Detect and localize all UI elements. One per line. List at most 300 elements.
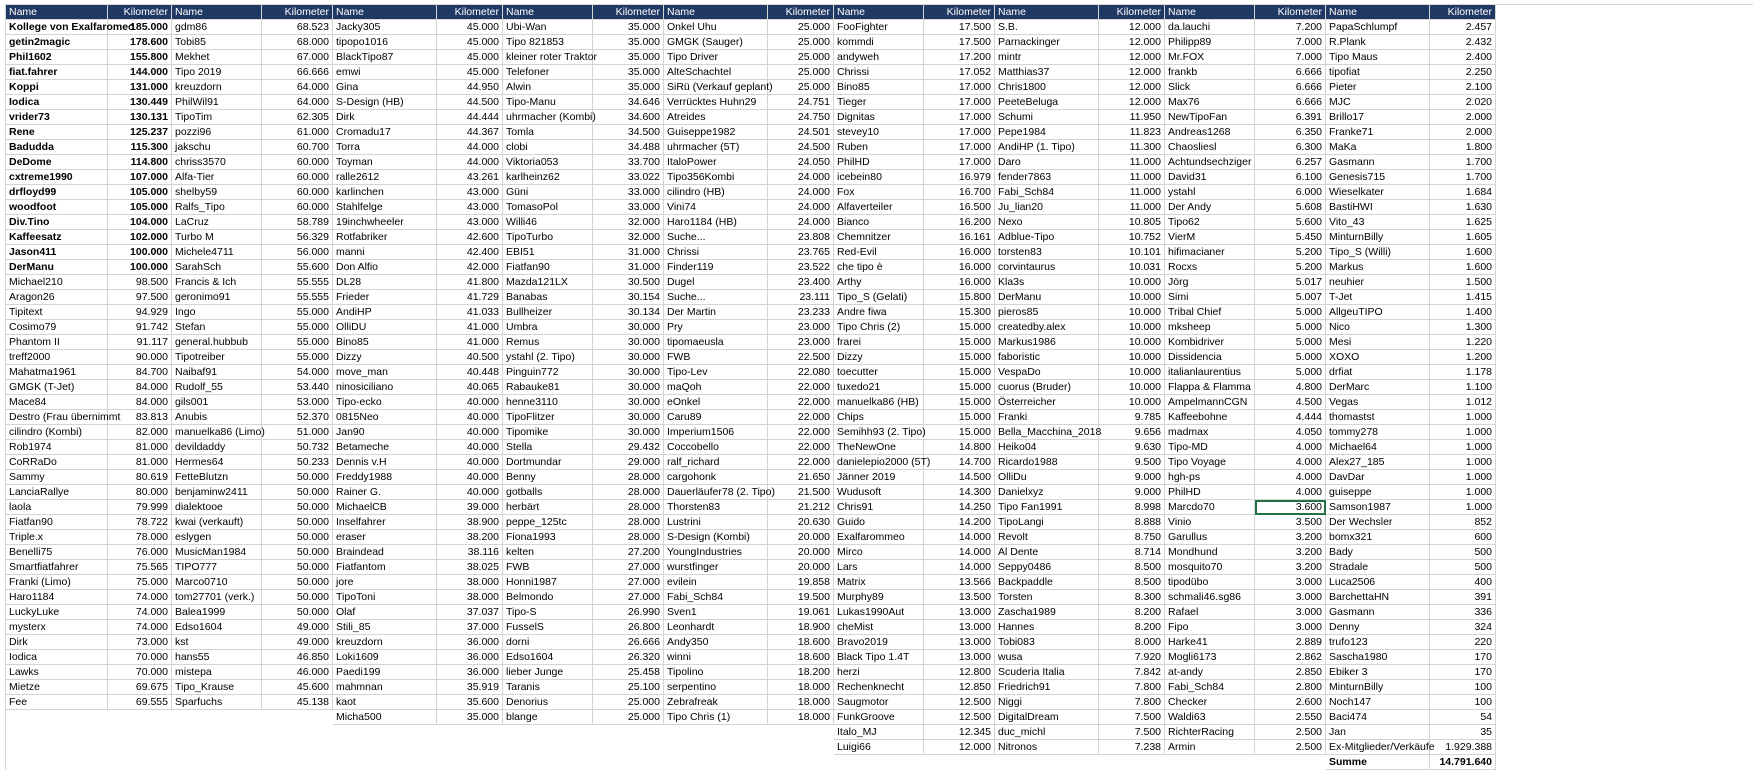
member-name-cell[interactable]: Zebrafreak	[664, 695, 768, 710]
member-name-cell[interactable]: Seppy0486	[995, 560, 1099, 575]
member-name-cell[interactable]: MinturnBilly	[1326, 680, 1430, 695]
kilometer-cell[interactable]: 16.700	[924, 185, 995, 200]
kilometer-cell[interactable]: 2.432	[1430, 35, 1496, 50]
member-name-cell[interactable]: Pieter	[1326, 80, 1430, 95]
kilometer-cell[interactable]: 1.415	[1430, 290, 1496, 305]
member-name-cell[interactable]: Jacky305	[333, 20, 437, 35]
kilometer-cell[interactable]: 74.000	[108, 590, 172, 605]
kilometer-cell[interactable]: 13.000	[924, 605, 995, 620]
kilometer-cell[interactable]: 5.200	[1255, 260, 1326, 275]
kilometer-cell[interactable]: 400	[1430, 575, 1496, 590]
member-name-cell[interactable]: Anubis	[172, 410, 262, 425]
kilometer-cell[interactable]: 35	[1430, 725, 1496, 740]
kilometer-cell[interactable]: 19.500	[768, 590, 834, 605]
member-name-cell[interactable]: Der Martin	[664, 305, 768, 320]
member-name-cell[interactable]: Matthias37	[995, 65, 1099, 80]
member-name-cell[interactable]: Rudolf_55	[172, 380, 262, 395]
member-name-cell[interactable]: schmali46.sg86	[1165, 590, 1255, 605]
kilometer-cell[interactable]: 5.000	[1255, 320, 1326, 335]
member-name-cell[interactable]: Benelli75	[6, 545, 108, 560]
member-name-cell[interactable]: Thorsten83	[664, 500, 768, 515]
member-name-cell[interactable]: createdby.alex	[995, 320, 1099, 335]
member-name-cell[interactable]: andyweh	[834, 50, 924, 65]
kilometer-cell[interactable]: 18.600	[768, 635, 834, 650]
member-name-cell[interactable]: Chemnitzer	[834, 230, 924, 245]
kilometer-cell[interactable]: 74.000	[108, 605, 172, 620]
member-name-cell[interactable]: tipodübo	[1165, 575, 1255, 590]
member-name-cell[interactable]: Alwin	[503, 80, 593, 95]
member-name-cell[interactable]: Chrissi	[664, 245, 768, 260]
header-kilometer[interactable]: Kilometer	[262, 5, 333, 20]
kilometer-cell[interactable]: 60.000	[262, 200, 333, 215]
kilometer-cell[interactable]: 1.800	[1430, 140, 1496, 155]
member-name-cell[interactable]: Markus1986	[995, 335, 1099, 350]
kilometer-cell[interactable]: 30.000	[593, 395, 664, 410]
kilometer-cell[interactable]: 27.000	[593, 575, 664, 590]
kilometer-cell[interactable]: 9.785	[1099, 410, 1165, 425]
member-name-cell[interactable]: Tipo Chris (2)	[834, 320, 924, 335]
member-name-cell[interactable]: Mietze	[6, 680, 108, 695]
member-name-cell[interactable]: DigitalDream	[995, 710, 1099, 725]
member-name-cell[interactable]: PhilHD	[1165, 485, 1255, 500]
kilometer-cell[interactable]: 55.600	[262, 260, 333, 275]
kilometer-cell[interactable]: 10.000	[1099, 275, 1165, 290]
member-name-cell[interactable]: general.hubbub	[172, 335, 262, 350]
member-name-cell[interactable]: Saugmotor	[834, 695, 924, 710]
kilometer-cell[interactable]: 16.500	[924, 200, 995, 215]
kilometer-cell[interactable]: 2.000	[1430, 110, 1496, 125]
member-name-cell[interactable]: Tribal Chief	[1165, 305, 1255, 320]
member-name-cell[interactable]: chriss3570	[172, 155, 262, 170]
kilometer-cell[interactable]: 18.200	[768, 665, 834, 680]
kilometer-cell[interactable]: 83.813	[108, 410, 172, 425]
member-name-cell[interactable]: pieros85	[995, 305, 1099, 320]
kilometer-cell[interactable]: 852	[1430, 515, 1496, 530]
member-name-cell[interactable]: Tipo Fan1991	[995, 500, 1099, 515]
member-name-cell[interactable]: winni	[664, 650, 768, 665]
member-name-cell[interactable]: Jason411	[6, 245, 108, 260]
kilometer-cell[interactable]: 80.619	[108, 470, 172, 485]
kilometer-cell[interactable]: 55.555	[262, 275, 333, 290]
kilometer-cell[interactable]: 84.000	[108, 395, 172, 410]
member-name-cell[interactable]: Phantom II	[6, 335, 108, 350]
kilometer-cell[interactable]: 10.000	[1099, 365, 1165, 380]
kilometer-cell[interactable]: 5.000	[1255, 305, 1326, 320]
kilometer-cell[interactable]: 28.000	[593, 470, 664, 485]
kilometer-cell[interactable]: 26.320	[593, 650, 664, 665]
member-name-cell[interactable]: mahmnan	[333, 680, 437, 695]
member-name-cell[interactable]: PhilHD	[834, 155, 924, 170]
kilometer-cell[interactable]: 18.900	[768, 620, 834, 635]
member-name-cell[interactable]: Vegas	[1326, 395, 1430, 410]
kilometer-cell[interactable]: 10.000	[1099, 305, 1165, 320]
member-name-cell[interactable]: Rabauke81	[503, 380, 593, 395]
kilometer-cell[interactable]: 17.000	[924, 95, 995, 110]
kilometer-cell[interactable]: 6.666	[1255, 95, 1326, 110]
kilometer-cell[interactable]: 7.800	[1099, 680, 1165, 695]
kilometer-cell[interactable]: 23.808	[768, 230, 834, 245]
member-name-cell[interactable]: hifimacianer	[1165, 245, 1255, 260]
member-name-cell[interactable]: Banabas	[503, 290, 593, 305]
kilometer-cell[interactable]: 1.684	[1430, 185, 1496, 200]
kilometer-cell[interactable]: 17.200	[924, 50, 995, 65]
member-name-cell[interactable]: Triple.x	[6, 530, 108, 545]
member-name-cell[interactable]: che tipo è	[834, 260, 924, 275]
member-name-cell[interactable]: BlackTipo87	[333, 50, 437, 65]
member-name-cell[interactable]: TipoToni	[333, 590, 437, 605]
kilometer-cell[interactable]: 40.000	[437, 410, 503, 425]
member-name-cell[interactable]: Tipo_Krause	[172, 680, 262, 695]
kilometer-cell[interactable]: 16.000	[924, 245, 995, 260]
member-name-cell[interactable]: henne3110	[503, 395, 593, 410]
member-name-cell[interactable]: Schumi	[995, 110, 1099, 125]
member-name-cell[interactable]: Iodica	[6, 650, 108, 665]
kilometer-cell[interactable]: 1.012	[1430, 395, 1496, 410]
member-name-cell[interactable]: Michael210	[6, 275, 108, 290]
member-name-cell[interactable]: Tipo Maus	[1326, 50, 1430, 65]
member-name-cell[interactable]: Friedrich91	[995, 680, 1099, 695]
kilometer-cell[interactable]: 40.000	[437, 485, 503, 500]
kilometer-cell[interactable]: 11.000	[1099, 200, 1165, 215]
kilometer-cell[interactable]: 6.100	[1255, 170, 1326, 185]
member-name-cell[interactable]: Slick	[1165, 80, 1255, 95]
member-name-cell[interactable]: Österreicher	[995, 395, 1099, 410]
kilometer-cell[interactable]: 23.000	[768, 320, 834, 335]
kilometer-cell[interactable]: 25.458	[593, 665, 664, 680]
member-name-cell[interactable]: FunkGroove	[834, 710, 924, 725]
kilometer-cell[interactable]: 68.523	[262, 20, 333, 35]
kilometer-cell[interactable]: 61.000	[262, 125, 333, 140]
member-name-cell[interactable]: Wieselkater	[1326, 185, 1430, 200]
kilometer-cell[interactable]: 69.675	[108, 680, 172, 695]
kilometer-cell[interactable]: 185.000	[108, 20, 172, 35]
member-name-cell[interactable]: Gasmann	[1326, 605, 1430, 620]
kilometer-cell[interactable]: 20.630	[768, 515, 834, 530]
member-name-cell[interactable]: kleiner roter Traktor	[503, 50, 593, 65]
kilometer-cell[interactable]: 44.000	[437, 140, 503, 155]
kilometer-cell[interactable]: 17.000	[924, 140, 995, 155]
member-name-cell[interactable]: Daro	[995, 155, 1099, 170]
member-name-cell[interactable]: faboristic	[995, 350, 1099, 365]
kilometer-cell[interactable]: 28.000	[593, 485, 664, 500]
member-name-cell[interactable]: Heiko04	[995, 440, 1099, 455]
kilometer-cell[interactable]: 17.500	[924, 35, 995, 50]
kilometer-cell[interactable]: 220	[1430, 635, 1496, 650]
member-name-cell[interactable]: Ju_lian20	[995, 200, 1099, 215]
kilometer-cell[interactable]: 54.000	[262, 365, 333, 380]
kilometer-cell[interactable]: 17.000	[924, 80, 995, 95]
member-name-cell[interactable]: Chris91	[834, 500, 924, 515]
kilometer-cell[interactable]: 131.000	[108, 80, 172, 95]
member-name-cell[interactable]: Benny	[503, 470, 593, 485]
kilometer-cell[interactable]: 100.000	[108, 260, 172, 275]
member-name-cell[interactable]: Betameche	[333, 440, 437, 455]
member-name-cell[interactable]: vrider73	[6, 110, 108, 125]
member-name-cell[interactable]: mosquito70	[1165, 560, 1255, 575]
kilometer-cell[interactable]: 8.500	[1099, 575, 1165, 590]
kilometer-cell[interactable]: 12.345	[924, 725, 995, 740]
kilometer-cell[interactable]: 53.000	[262, 395, 333, 410]
member-name-cell[interactable]: TipoFlitzer	[503, 410, 593, 425]
kilometer-cell[interactable]: 2.000	[1430, 125, 1496, 140]
member-name-cell[interactable]: bomx321	[1326, 530, 1430, 545]
kilometer-cell[interactable]: 1.700	[1430, 170, 1496, 185]
member-name-cell[interactable]: Franki (Limo)	[6, 575, 108, 590]
member-name-cell[interactable]: BarchettaHN	[1326, 590, 1430, 605]
kilometer-cell[interactable]: 105.000	[108, 185, 172, 200]
kilometer-cell[interactable]: 5.000	[1255, 335, 1326, 350]
kilometer-cell[interactable]: 10.000	[1099, 380, 1165, 395]
kilometer-cell[interactable]: 125.237	[108, 125, 172, 140]
kilometer-cell[interactable]: 14.200	[924, 515, 995, 530]
kilometer-cell[interactable]: 336	[1430, 605, 1496, 620]
kilometer-cell[interactable]: 6.000	[1255, 185, 1326, 200]
kilometer-cell[interactable]: 84.700	[108, 365, 172, 380]
kilometer-cell[interactable]: 10.000	[1099, 290, 1165, 305]
member-name-cell[interactable]: Mirco	[834, 545, 924, 560]
kilometer-cell[interactable]: 62.305	[262, 110, 333, 125]
selected-kilometer-cell[interactable]: 3.600	[1255, 500, 1326, 515]
kilometer-cell[interactable]: 30.000	[593, 365, 664, 380]
member-name-cell[interactable]: kreuzdorn	[333, 635, 437, 650]
kilometer-cell[interactable]: 13.500	[924, 590, 995, 605]
member-name-cell[interactable]: Marcdo70	[1165, 500, 1255, 515]
member-name-cell[interactable]: Koppi	[6, 80, 108, 95]
kilometer-cell[interactable]: 28.000	[593, 500, 664, 515]
member-name-cell[interactable]: Andy350	[664, 635, 768, 650]
kilometer-cell[interactable]: 82.000	[108, 425, 172, 440]
member-name-cell[interactable]: R.Plank	[1326, 35, 1430, 50]
kilometer-cell[interactable]: 32.000	[593, 215, 664, 230]
member-name-cell[interactable]: TipoTurbo	[503, 230, 593, 245]
kilometer-cell[interactable]: 8.998	[1099, 500, 1165, 515]
member-name-cell[interactable]: Vito_43	[1326, 215, 1430, 230]
member-name-cell[interactable]: Honni1987	[503, 575, 593, 590]
kilometer-cell[interactable]: 11.000	[1099, 170, 1165, 185]
kilometer-cell[interactable]: 84.000	[108, 380, 172, 395]
kilometer-cell[interactable]: 55.000	[262, 320, 333, 335]
member-name-cell[interactable]: herzi	[834, 665, 924, 680]
kilometer-cell[interactable]: 12.000	[1099, 95, 1165, 110]
member-name-cell[interactable]: MJC	[1326, 95, 1430, 110]
kilometer-cell[interactable]: 50.000	[262, 605, 333, 620]
header-kilometer[interactable]: Kilometer	[1430, 5, 1496, 20]
member-name-cell[interactable]: Fiatfantom	[333, 560, 437, 575]
kilometer-cell[interactable]: 7.000	[1255, 35, 1326, 50]
member-name-cell[interactable]: Andreas1268	[1165, 125, 1255, 140]
kilometer-cell[interactable]: 50.000	[262, 485, 333, 500]
member-name-cell[interactable]: Guiseppe1982	[664, 125, 768, 140]
member-name-cell[interactable]: tom27701 (verk.)	[172, 590, 262, 605]
member-name-cell[interactable]: Jänner 2019	[834, 470, 924, 485]
member-name-cell[interactable]: Chris1800	[995, 80, 1099, 95]
kilometer-cell[interactable]: 36.000	[437, 665, 503, 680]
kilometer-cell[interactable]: 4.000	[1255, 485, 1326, 500]
member-name-cell[interactable]: Tipitext	[6, 305, 108, 320]
member-name-cell[interactable]: Gasmann	[1326, 155, 1430, 170]
member-name-cell[interactable]: cheMist	[834, 620, 924, 635]
header-name[interactable]: Name	[172, 5, 262, 20]
kilometer-cell[interactable]: 15.000	[924, 335, 995, 350]
member-name-cell[interactable]: Vinio	[1165, 515, 1255, 530]
kilometer-cell[interactable]: 10.000	[1099, 320, 1165, 335]
member-name-cell[interactable]: Umbra	[503, 320, 593, 335]
member-name-cell[interactable]: dialektooe	[172, 500, 262, 515]
member-name-cell[interactable]: Pepe1984	[995, 125, 1099, 140]
kilometer-cell[interactable]: 324	[1430, 620, 1496, 635]
member-name-cell[interactable]: herbärt	[503, 500, 593, 515]
member-name-cell[interactable]: TheNewOne	[834, 440, 924, 455]
kilometer-cell[interactable]: 4.050	[1255, 425, 1326, 440]
kilometer-cell[interactable]: 46.000	[262, 665, 333, 680]
member-name-cell[interactable]: Phil1602	[6, 50, 108, 65]
member-name-cell[interactable]: cargohonk	[664, 470, 768, 485]
kilometer-cell[interactable]: 3.200	[1255, 530, 1326, 545]
kilometer-cell[interactable]: 1.500	[1430, 275, 1496, 290]
header-kilometer[interactable]: Kilometer	[1099, 5, 1165, 20]
member-name-cell[interactable]: MichaelCB	[333, 500, 437, 515]
kilometer-cell[interactable]: 51.000	[262, 425, 333, 440]
kilometer-cell[interactable]: 42.600	[437, 230, 503, 245]
kilometer-cell[interactable]: 50.000	[262, 575, 333, 590]
member-name-cell[interactable]: Niggi	[995, 695, 1099, 710]
member-name-cell[interactable]: Dizzy	[333, 350, 437, 365]
member-name-cell[interactable]: LaCruz	[172, 215, 262, 230]
kilometer-cell[interactable]: 2.889	[1255, 635, 1326, 650]
kilometer-cell[interactable]: 78.000	[108, 530, 172, 545]
kilometer-cell[interactable]: 3.500	[1255, 515, 1326, 530]
kilometer-cell[interactable]: 55.000	[262, 350, 333, 365]
kilometer-cell[interactable]: 17.000	[924, 155, 995, 170]
member-name-cell[interactable]: Philipp89	[1165, 35, 1255, 50]
member-name-cell[interactable]: Kla3s	[995, 275, 1099, 290]
kilometer-cell[interactable]: 50.000	[262, 515, 333, 530]
kilometer-cell[interactable]: 55.000	[262, 335, 333, 350]
member-name-cell[interactable]: Pinguin772	[503, 365, 593, 380]
kilometer-cell[interactable]: 21.500	[768, 485, 834, 500]
member-name-cell[interactable]: Lukas1990Aut	[834, 605, 924, 620]
kilometer-cell[interactable]: 43.000	[437, 200, 503, 215]
member-name-cell[interactable]: Nexo	[995, 215, 1099, 230]
member-name-cell[interactable]: Kaffeebohne	[1165, 410, 1255, 425]
kilometer-cell[interactable]: 1.178	[1430, 365, 1496, 380]
kilometer-cell[interactable]: 3.200	[1255, 545, 1326, 560]
member-name-cell[interactable]: Kombidriver	[1165, 335, 1255, 350]
member-name-cell[interactable]: SiRü (Verkauf geplant)	[664, 80, 768, 95]
member-name-cell[interactable]: GMGK (T-Jet)	[6, 380, 108, 395]
member-name-cell[interactable]: Der Andy	[1165, 200, 1255, 215]
kilometer-cell[interactable]: 17.000	[924, 125, 995, 140]
kilometer-cell[interactable]: 2.400	[1430, 50, 1496, 65]
member-name-cell[interactable]: eraser	[333, 530, 437, 545]
kilometer-cell[interactable]: 104.000	[108, 215, 172, 230]
member-name-cell[interactable]: NewTipoFan	[1165, 110, 1255, 125]
kilometer-cell[interactable]: 38.200	[437, 530, 503, 545]
kilometer-cell[interactable]: 38.900	[437, 515, 503, 530]
member-name-cell[interactable]: David31	[1165, 170, 1255, 185]
member-name-cell[interactable]: Dortmundar	[503, 455, 593, 470]
kilometer-cell[interactable]: 29.432	[593, 440, 664, 455]
kilometer-cell[interactable]: 97.500	[108, 290, 172, 305]
kilometer-cell[interactable]: 6.350	[1255, 125, 1326, 140]
member-name-cell[interactable]: Gina	[333, 80, 437, 95]
kilometer-cell[interactable]: 50.000	[262, 500, 333, 515]
member-name-cell[interactable]: VespaDo	[995, 365, 1099, 380]
member-name-cell[interactable]: treff2000	[6, 350, 108, 365]
kilometer-cell[interactable]: 24.751	[768, 95, 834, 110]
kilometer-cell[interactable]: 10.031	[1099, 260, 1165, 275]
member-name-cell[interactable]: Naibaf91	[172, 365, 262, 380]
kilometer-cell[interactable]: 6.666	[1255, 80, 1326, 95]
member-name-cell[interactable]: Armin	[1165, 740, 1255, 755]
kilometer-cell[interactable]: 5.600	[1255, 215, 1326, 230]
member-name-cell[interactable]: Tipo-Manu	[503, 95, 593, 110]
member-name-cell[interactable]: Dugel	[664, 275, 768, 290]
member-name-cell[interactable]: Garullus	[1165, 530, 1255, 545]
kilometer-cell[interactable]: 24.000	[768, 185, 834, 200]
member-name-cell[interactable]: Tipo-S	[503, 605, 593, 620]
member-name-cell[interactable]: Onkel Uhu	[664, 20, 768, 35]
kilometer-cell[interactable]: 60.000	[262, 170, 333, 185]
kilometer-cell[interactable]: 27.000	[593, 590, 664, 605]
member-name-cell[interactable]: YoungIndustries	[664, 545, 768, 560]
member-name-cell[interactable]: kst	[172, 635, 262, 650]
kilometer-cell[interactable]: 13.000	[924, 635, 995, 650]
member-name-cell[interactable]: Black Tipo 1.4T	[834, 650, 924, 665]
kilometer-cell[interactable]: 75.000	[108, 575, 172, 590]
member-name-cell[interactable]: Bino85	[834, 80, 924, 95]
member-name-cell[interactable]: Der Wechsler	[1326, 515, 1430, 530]
member-name-cell[interactable]: Tipo_S (Willi)	[1326, 245, 1430, 260]
kilometer-cell[interactable]: 11.300	[1099, 140, 1165, 155]
kilometer-cell[interactable]: 50.000	[262, 590, 333, 605]
header-name[interactable]: Name	[834, 5, 924, 20]
kilometer-cell[interactable]: 21.212	[768, 500, 834, 515]
member-name-cell[interactable]: laola	[6, 500, 108, 515]
member-name-cell[interactable]: hgh-ps	[1165, 470, 1255, 485]
member-name-cell[interactable]: Denny	[1326, 620, 1430, 635]
member-name-cell[interactable]: Chrissi	[834, 65, 924, 80]
kilometer-cell[interactable]: 29.000	[593, 455, 664, 470]
kilometer-cell[interactable]: 45.000	[437, 50, 503, 65]
header-name[interactable]: Name	[1326, 5, 1430, 20]
member-name-cell[interactable]: Cromadu17	[333, 125, 437, 140]
kilometer-cell[interactable]: 6.257	[1255, 155, 1326, 170]
kilometer-cell[interactable]: 24.750	[768, 110, 834, 125]
member-name-cell[interactable]: Tipo Driver	[664, 50, 768, 65]
kilometer-cell[interactable]: 40.500	[437, 350, 503, 365]
header-name[interactable]: Name	[995, 5, 1099, 20]
member-name-cell[interactable]: Red-Evil	[834, 245, 924, 260]
kilometer-cell[interactable]: 2.862	[1255, 650, 1326, 665]
member-name-cell[interactable]: Checker	[1165, 695, 1255, 710]
member-name-cell[interactable]: Fabi_Sch84	[664, 590, 768, 605]
kilometer-cell[interactable]: 75.565	[108, 560, 172, 575]
member-name-cell[interactable]: Jan	[1326, 725, 1430, 740]
member-name-cell[interactable]: LuckyLuke	[6, 605, 108, 620]
kilometer-cell[interactable]: 5.007	[1255, 290, 1326, 305]
member-name-cell[interactable]: cilindro (HB)	[664, 185, 768, 200]
member-name-cell[interactable]: 19inchwheeler	[333, 215, 437, 230]
member-name-cell[interactable]: Samson1987	[1326, 500, 1430, 515]
kilometer-cell[interactable]: 2.020	[1430, 95, 1496, 110]
member-name-cell[interactable]: Atreides	[664, 110, 768, 125]
member-name-cell[interactable]: Ralfs_Tipo	[172, 200, 262, 215]
member-name-cell[interactable]: torsten83	[995, 245, 1099, 260]
member-name-cell[interactable]: Iodica	[6, 95, 108, 110]
member-name-cell[interactable]: Braindead	[333, 545, 437, 560]
kilometer-cell[interactable]: 45.000	[437, 65, 503, 80]
